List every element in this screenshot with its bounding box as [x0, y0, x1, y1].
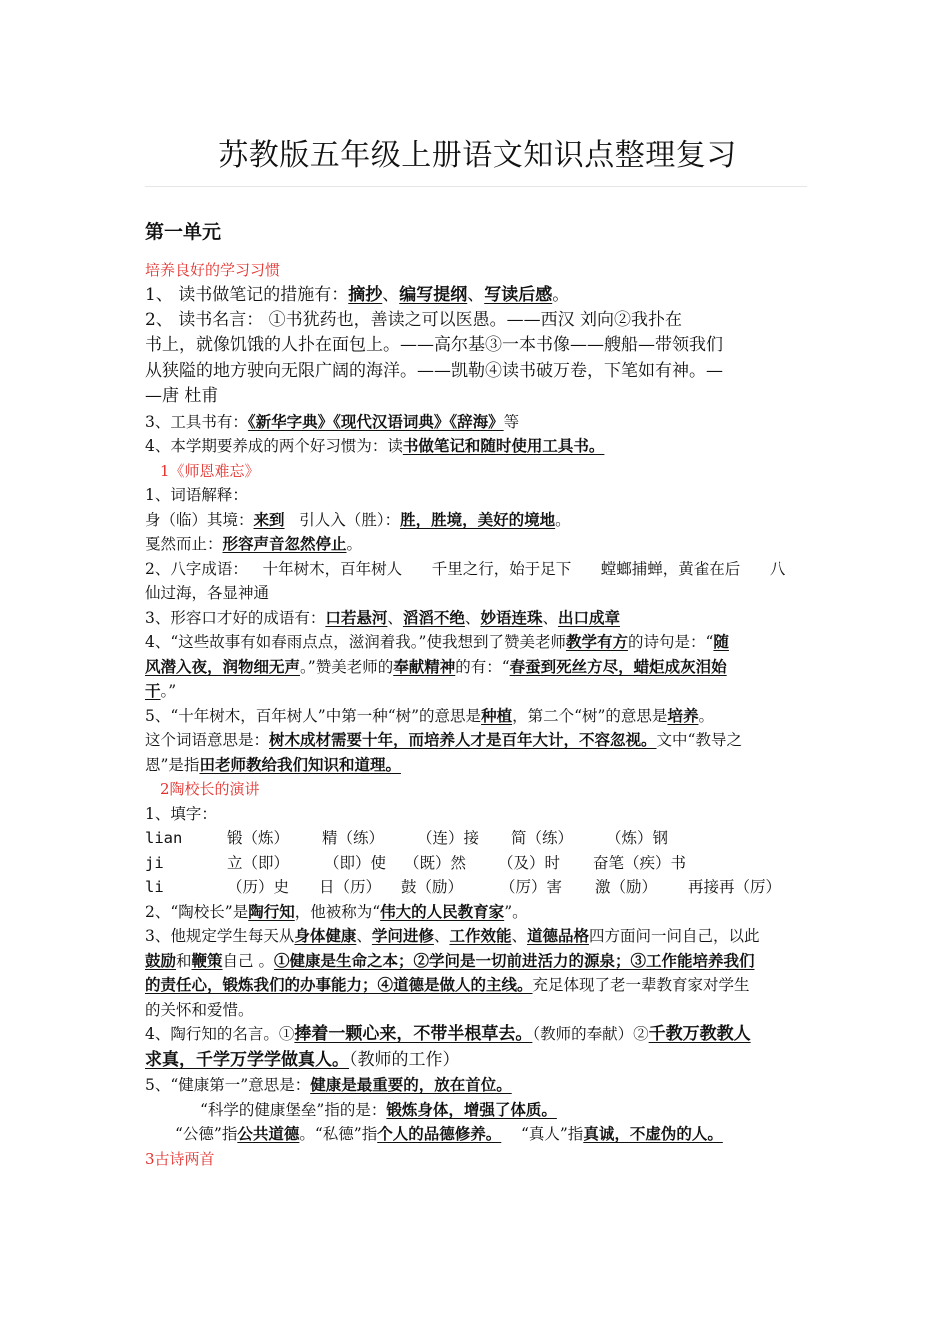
- page-title: 苏教版五年级上册语文知识点整理复习: [218, 138, 737, 173]
- lesson1-line: 仙过海，各显神通: [145, 584, 270, 602]
- lesson2-line: 3、他规定学生每天从身体健康、学问进修、工作效能、道德品格四方面问一问自己，以此: [145, 926, 760, 945]
- habit-line-2-cont: 从狭隘的地方驶向无限广阔的海洋。——凯勒④读书破万卷，下笔如有神。—: [145, 360, 723, 381]
- lesson2-line: 4、陶行知的名言。①捧着一颗心来，不带半根草去。（教师的奉献）②千教万教教人: [145, 1024, 751, 1044]
- habit-line-2-cont: —唐 杜甫: [145, 386, 219, 406]
- lesson1-line: 干。”: [145, 681, 177, 700]
- lesson1-line: 这个词语意思是：树木成材需要十年，而培养人才是百年大计，不容忽视。文中“教导之: [145, 730, 742, 749]
- lesson1-line: 1、词语解释：: [145, 486, 248, 504]
- fill-cell: （即）使: [324, 853, 387, 872]
- fill-cell: 再接再（厉）: [688, 878, 782, 896]
- habit-line-4: 4、本学期要养成的两个好习惯为：读书做笔记和随时使用工具书。: [145, 436, 605, 455]
- pinyin-cell: lian: [145, 829, 183, 847]
- lesson2-line: 5、“健康第一”意思是：健康是最重要的，放在首位。: [145, 1075, 512, 1094]
- lesson1-line: 身（临）其境：来到 引人入（胜）：胜，胜境，美好的境地。: [145, 509, 571, 529]
- lesson1-line: 5、“十年树木，百年树人”中第一种“树”的意思是种植，第二个“树”的意思是培养。: [145, 705, 714, 725]
- lesson1-line: 3、形容口才好的成语有：口若悬河、滔滔不绝、妙语连珠、出口成章: [145, 607, 620, 627]
- fill-cell: （厉）害: [500, 878, 563, 896]
- habit-line-1: 1、 读书做笔记的措施有：摘抄、编写提纲、写读后感。: [145, 284, 570, 305]
- lesson2-line: “公德”指公共道德。“私德”指个人的品德修养。 “真人”指真诚，不虚伪的人。: [175, 1124, 723, 1143]
- fill-cell: （历）史: [227, 878, 290, 896]
- pinyin-cell: li: [145, 878, 164, 896]
- habit-line-2: 2、 读书名言： ①书犹药也，善读之可以医愚。——西汉 刘向②我扑在: [145, 309, 683, 330]
- fill-cell: （炼）钢: [606, 829, 669, 847]
- unit-heading: 第一单元: [145, 221, 222, 243]
- fill-cell: （既）然: [404, 853, 467, 872]
- content-body: [145, 258, 810, 1171]
- section-heading-habits: 培养良好的学习习惯: [145, 261, 281, 279]
- section-heading-lesson-1: 1《师恩难忘》: [160, 461, 260, 480]
- lesson2-line: 的责任心，锻炼我们的办事能力；④道德是做人的主线。充足体现了老一辈教育家对学生: [145, 975, 750, 994]
- fill-cell: 立（即）: [227, 853, 290, 872]
- lesson2-line: 的关怀和爱惜。: [145, 1000, 254, 1019]
- fill-cell: 激（励）: [595, 878, 658, 896]
- lesson1-line: 风潜入夜，润物细无声。”赞美老师的奉献精神的有：“春蚕到死丝方尽，蜡炬成灰泪始: [145, 656, 727, 676]
- lesson1-line: 4、“这些故事有如春雨点点，滋润着我。”使我想到了赞美老师教学有方的诗句是：“随: [145, 632, 729, 651]
- fill-cell: 日（历）: [319, 878, 382, 896]
- fill-cell: 锻（炼）: [227, 829, 290, 847]
- fill-cell: 奋笔（疾）书: [593, 853, 687, 872]
- lesson1-line: 2、八字成语： 十年树木，百年树人 千里之行，始于足下 螳螂捕蝉，黄雀在后 八: [145, 559, 786, 578]
- fill-cell: （连）接: [417, 829, 480, 847]
- lesson2-line: 鼓励和鞭策自己 。①健康是生命之本；②学问是一切前进活力的源泉；③工作能培养我们: [145, 950, 755, 970]
- habit-line-2-cont: 书上，就像饥饿的人扑在面包上。——高尔基③一本书像——艘船—带领我们: [145, 335, 723, 355]
- section-heading-lesson-3: 3古诗两首: [145, 1149, 215, 1168]
- fill-cell: （及）时: [498, 853, 561, 872]
- title-divider: [145, 186, 807, 187]
- lesson2-line: 求真，千学万学学做真人。（教师的工作）: [145, 1049, 460, 1070]
- lesson2-line: 2、“陶校长”是陶行知，他被称为“伟大的人民教育家”。: [145, 901, 528, 921]
- section-heading-lesson-2: 2陶校长的演讲: [160, 780, 260, 798]
- lesson2-line: “科学的健康堡垒”指的是：锻炼身体，增强了体质。: [200, 1099, 557, 1119]
- fill-row: [145, 875, 810, 900]
- fill-cell: 精（练）: [322, 829, 385, 847]
- pinyin-cell: ji: [145, 853, 164, 872]
- fill-row: [145, 826, 810, 851]
- lesson1-line: 恩”是指田老师教给我们知识和道理。: [145, 754, 401, 774]
- lesson1-line: 戛然而止：形容声音忽然停止。: [145, 534, 363, 553]
- habit-line-3: 3、工具书有：《新华字典》《现代汉语词典》《辞海》等: [145, 411, 520, 431]
- fill-cell: 鼓（励）: [401, 878, 464, 896]
- fill-row: [145, 851, 810, 876]
- lesson2-line: 1、填字：: [145, 804, 217, 823]
- fill-cell: 简（练）: [511, 829, 574, 847]
